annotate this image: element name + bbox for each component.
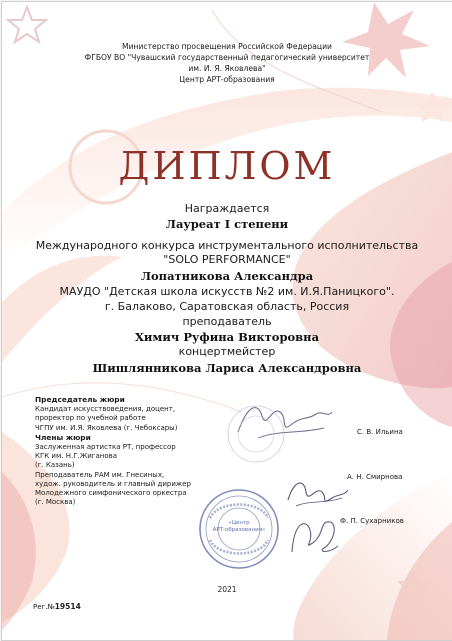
stamp-text-line: АРТ-образования»	[212, 527, 266, 533]
header-center: Центр АРТ-образования	[179, 75, 275, 84]
signature-member2-name: Ф. П. Сухарников	[340, 517, 404, 525]
jury-block	[35, 395, 191, 507]
jury-member2-line: Молодежного симфонического оркестра	[35, 489, 187, 498]
jury-chair-line: ЧГПУ им. И.Я. Яковлева (г. Чебоксары)	[35, 423, 178, 432]
jury-member2-line: Преподаватель РАМ им. Гнесиных,	[35, 470, 165, 479]
header-ministry: Министерство просвещения Российской Федерации	[122, 42, 332, 51]
jury-member1-line: Заслуженная артистка РТ, профессор	[35, 443, 176, 452]
laureate-name: Лопатникова Александра	[140, 269, 314, 283]
page-title: ДИПЛОМ	[118, 144, 336, 188]
signature-chair-name: С. В. Ильина	[357, 428, 403, 436]
award-intro: Награждается	[184, 202, 270, 215]
registration-label: Рег.№	[33, 603, 55, 611]
stamp-icon	[198, 488, 280, 570]
signature-member2-image	[284, 512, 344, 562]
jury-member2-line: худож. руководитель и главный дирижер	[35, 479, 191, 488]
school-name: МАУДО "Детская школа искусств №2 им. И.Я.Паницкого".	[59, 285, 395, 298]
accompanist-name: Шишлянникова Лариса Александровна	[92, 361, 362, 375]
teacher-role: преподаватель	[182, 315, 272, 328]
registration-value: 19514	[54, 602, 81, 611]
teacher-name: Химич Руфина Викторовна	[134, 330, 320, 344]
jury-member1-line: КГК им. Н.Г.Жиганова	[35, 452, 118, 461]
registration-number	[33, 602, 81, 611]
signature-member1-image	[282, 472, 352, 512]
jury-chair-line: проректор по учебной работе	[35, 414, 146, 423]
stamp-text-line: «Центр	[228, 520, 250, 526]
header-university-name: им. И. Я. Яковлева"	[188, 64, 266, 73]
year: 2021	[217, 585, 237, 594]
header-university: ФГБОУ ВО "Чувашский государственный педагогический университет	[84, 53, 370, 62]
accompanist-role: концертмейстер	[178, 345, 276, 358]
diploma-page	[1, 1, 452, 641]
jury-member1-line: (г. Казань)	[35, 461, 75, 470]
signature-member1-name: А. Н. Смирнова	[347, 473, 403, 481]
contest-title: "SOLO PERFORMANCE"	[163, 253, 291, 266]
school-location: г. Балаково, Саратовская область, Россия	[104, 300, 350, 313]
emblem-watermark	[224, 402, 288, 466]
jury-members-heading: Члены жюри	[35, 432, 91, 442]
jury-chair-line: Кандидат искусствоведения, доцент,	[35, 405, 176, 414]
award-degree: Лауреат I степени	[165, 217, 289, 231]
jury-member2-line: (г. Москва)	[35, 498, 76, 507]
contest-name: Международного конкурса инструментального исполнительства	[35, 239, 419, 252]
jury-chair-heading: Председатель жюри	[35, 395, 125, 404]
